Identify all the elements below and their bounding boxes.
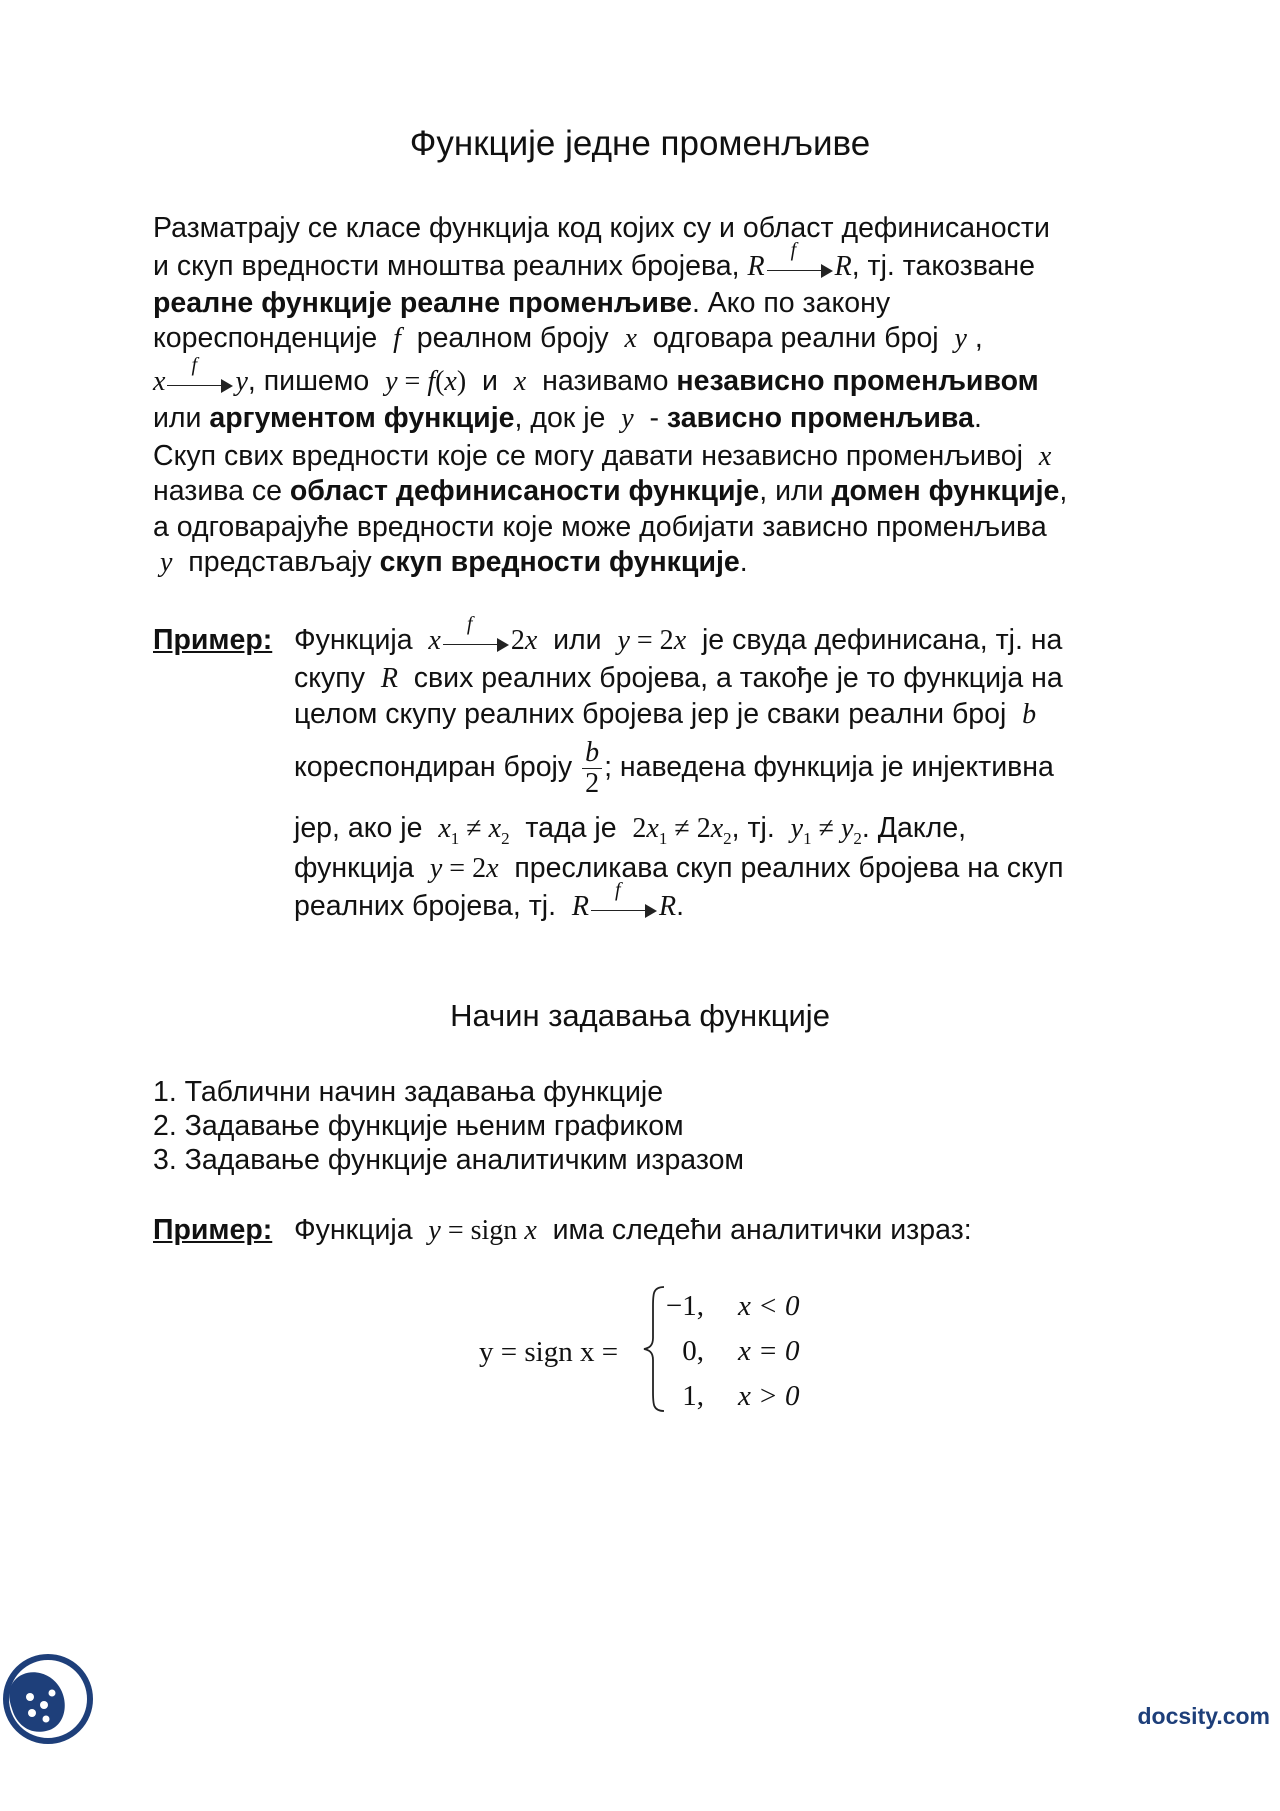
example1-line-2: скупу R свих реалних бројева, а такође је то функција на xyxy=(294,662,1063,694)
list-item: 1. Таблични начин задавања функције xyxy=(153,1076,664,1108)
mapping-arrow: f xyxy=(443,631,509,651)
example1-line-6: функција y = 2x пресликава скуп реалних бројева на скуп xyxy=(294,852,1064,884)
brand-text[interactable]: docsity.com xyxy=(1137,1703,1270,1729)
intro-line-3: реалне функције реалне променљиве. Ако по закону xyxy=(153,287,891,319)
list-item: 3. Задавање функције аналитичким изразом xyxy=(153,1144,745,1176)
formula-lhs: y = sign x = xyxy=(479,1336,619,1368)
mapping-arrow: f xyxy=(767,257,833,277)
example1-line-3: целом скупу реалних бројева јер је сваки реални број b xyxy=(294,698,1037,730)
example-label: Пример: xyxy=(153,624,273,656)
case-value: 1, xyxy=(682,1380,704,1412)
mapping-arrow: f xyxy=(591,897,657,917)
example2-line-1: Функција y = sign x има следећи аналитички израз: xyxy=(294,1214,972,1246)
intro-line-4: кореспонденције f реалном броју x одговара реални број y , xyxy=(153,322,983,354)
intro-line-7: Скуп свих вредности које се могу давати независно променљивој x xyxy=(153,440,1052,472)
intro-line-2: и скуп вредности мноштва реалних бројева, R f R, тј. такозване xyxy=(153,239,1035,282)
intro-line-8: назива се област дефинисаности функције, или домен функције, xyxy=(153,475,1068,507)
example-label: Пример: xyxy=(153,1214,273,1246)
example1-line-1: Функција x f 2x или y = 2x је свуда дефинисана, тј. на xyxy=(294,613,1063,656)
case-value: 0, xyxy=(682,1335,704,1367)
fraction-b-over-2: $\frac{b}{2}$ xyxy=(582,738,602,799)
example1-line-4: кореспондиран броју $\frac{b}{2}$ ; наведена функција је инјективна xyxy=(294,737,1054,799)
case-condition: x = 0 xyxy=(738,1335,800,1367)
intro-line-5: x f y, пишемо y = f(x) и x називамо независно променљивом xyxy=(153,354,1039,397)
section-heading: Начин задавања функције xyxy=(450,998,830,1033)
case-condition: x > 0 xyxy=(738,1380,800,1412)
example1-line-5: јер, ако је $x_1 \ne x_2$ тада је $2x_1 \ne 2x_2$, тј. $y_1 \ne y_2$. Дакле, xyxy=(294,812,967,848)
list-item: 2. Задавање функције њеним графиком xyxy=(153,1110,684,1142)
intro-line-9: а одговарајуће вредности које може добијати зависно променљива xyxy=(153,511,1047,543)
intro-line-6: или аргументом функције, док је y - зависно променљива. xyxy=(153,402,982,434)
intro-line-1: Разматрају се класе функција код којих су и област дефинисаности xyxy=(153,212,1050,244)
page-title: Функције једне променљиве xyxy=(409,124,871,163)
docsity-logo-icon xyxy=(0,1651,96,1747)
mapping-arrow: f xyxy=(167,372,233,392)
intro-line-10: y представљају скуп вредности функције. xyxy=(153,546,748,578)
case-value: −1, xyxy=(665,1290,704,1322)
case-condition: x < 0 xyxy=(738,1290,800,1322)
example1-line-7: реалних бројева, тј. R f R. xyxy=(294,879,685,922)
